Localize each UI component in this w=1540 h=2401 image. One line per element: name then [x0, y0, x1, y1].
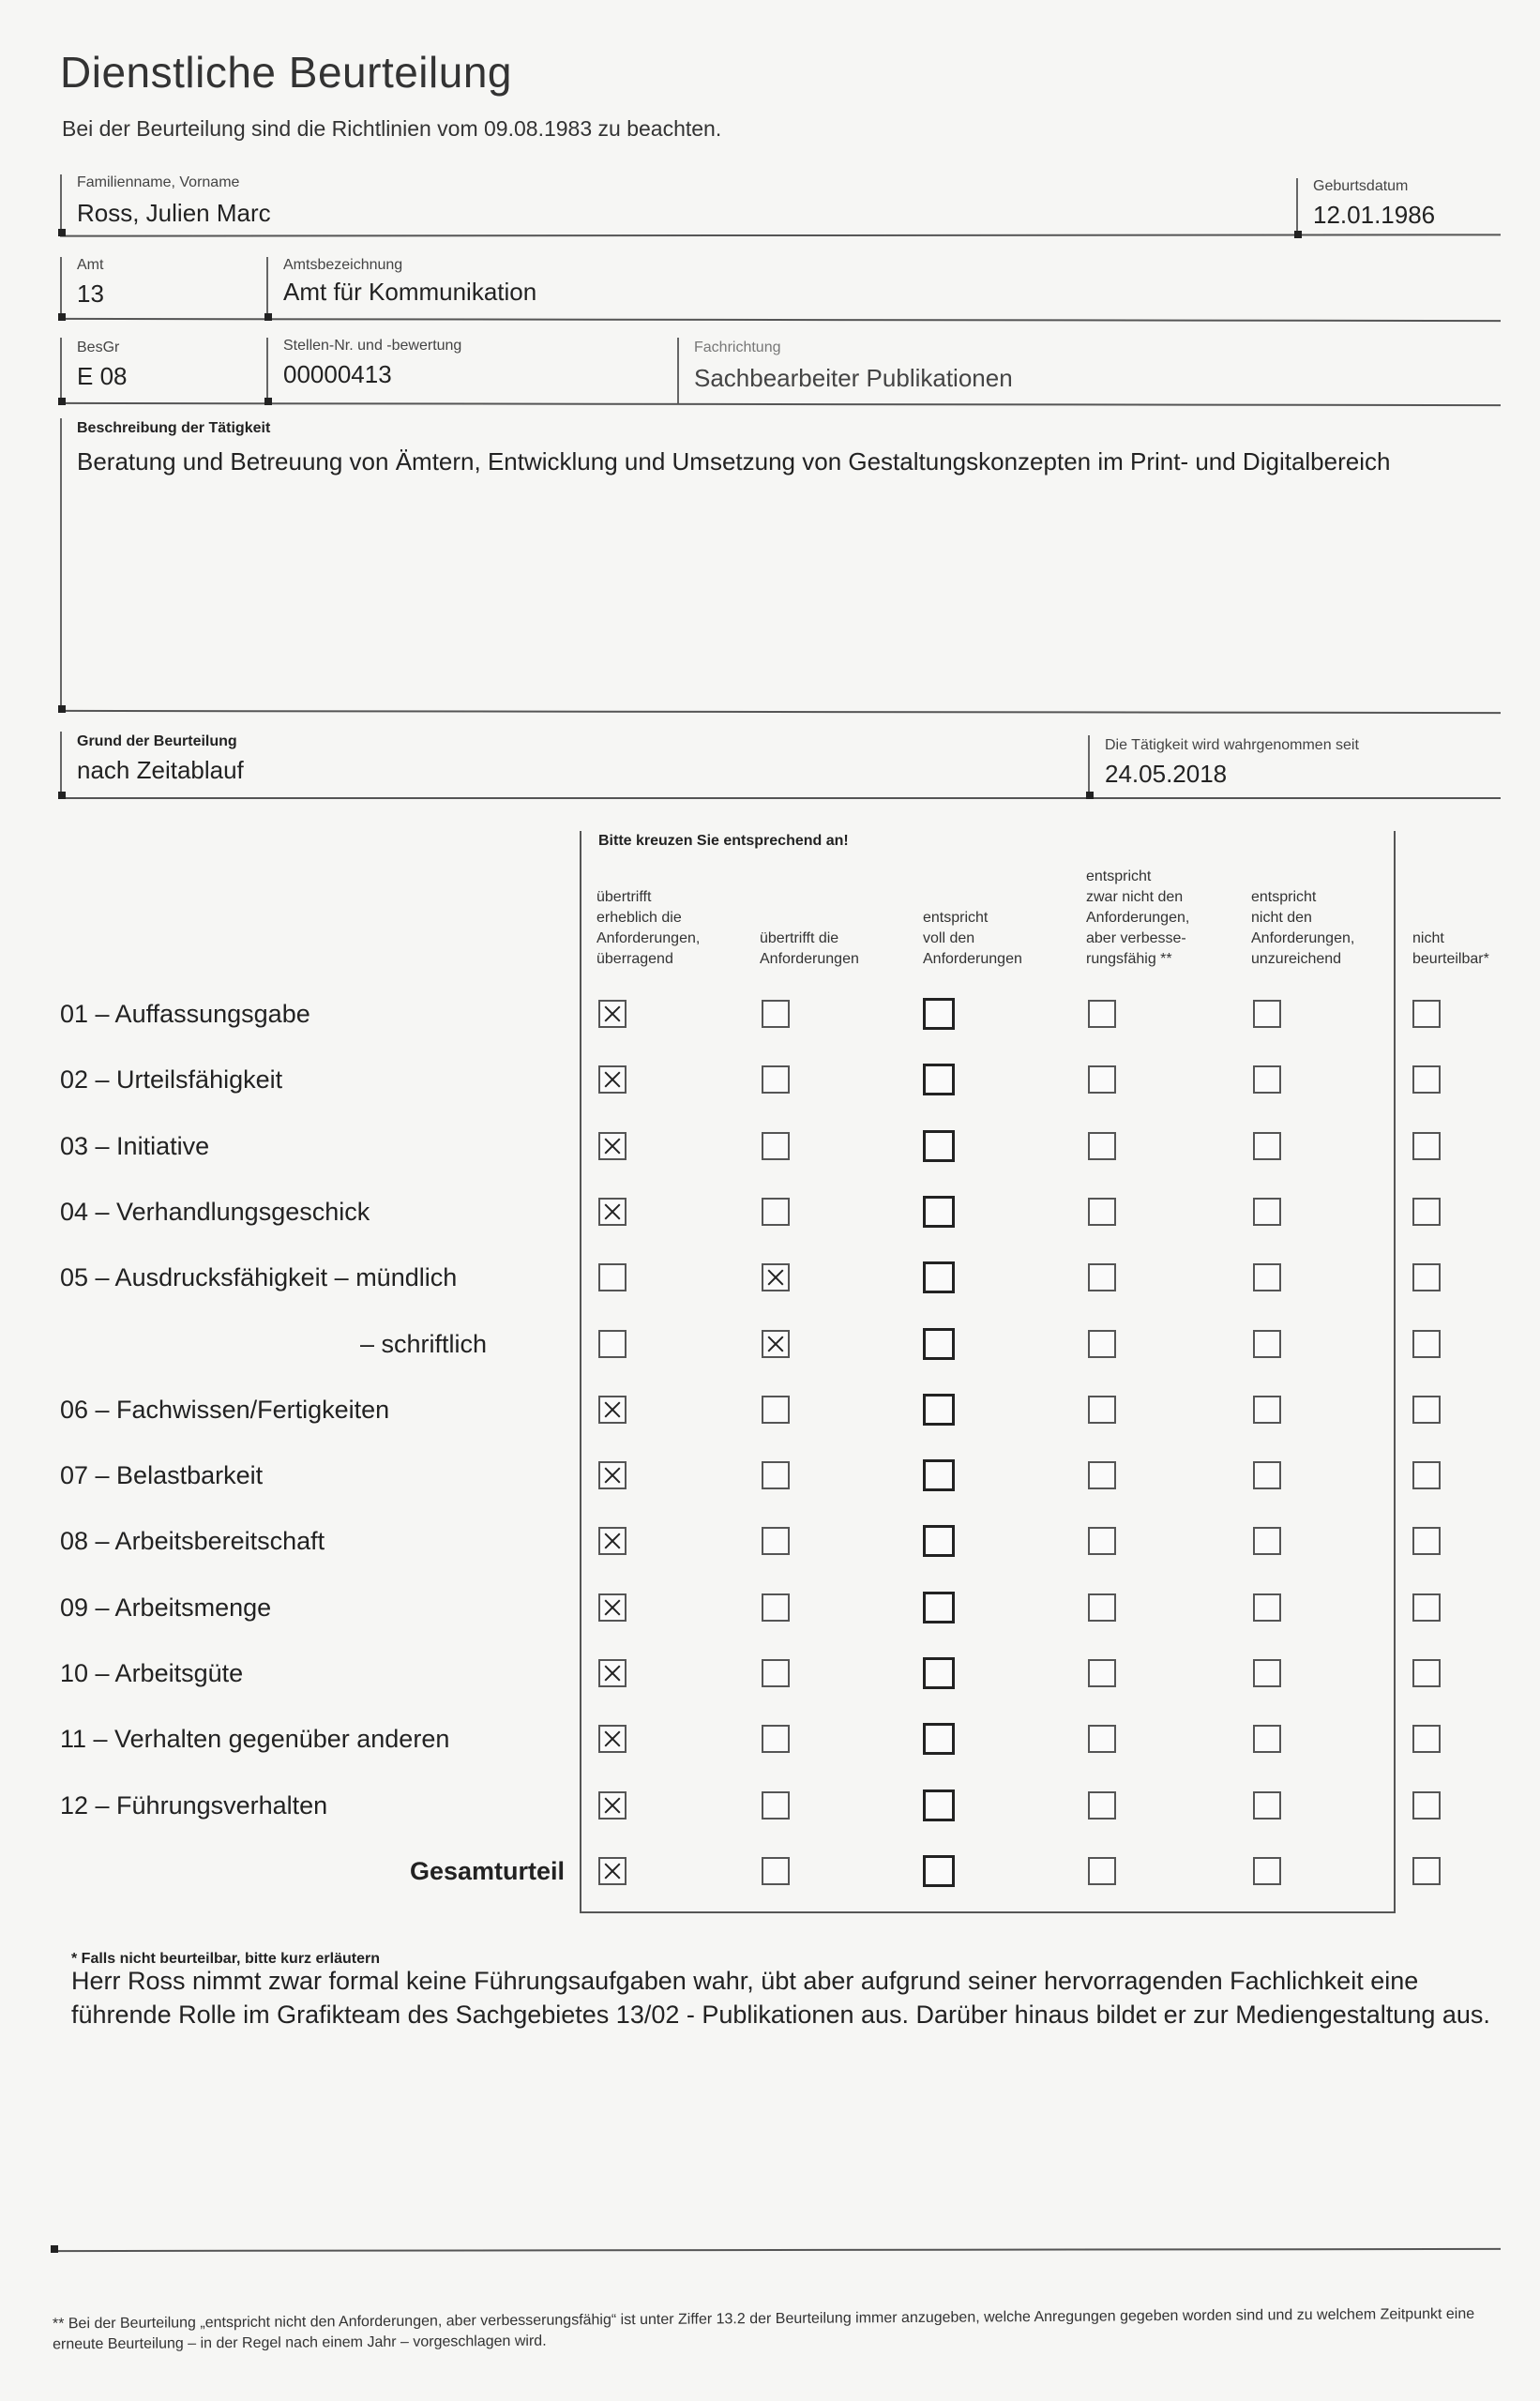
field-divider — [60, 338, 62, 401]
since-field[interactable]: 24.05.2018 — [1105, 760, 1228, 788]
rating-checkbox[interactable] — [1253, 1659, 1281, 1687]
rating-checkbox[interactable] — [1088, 1725, 1116, 1753]
rating-checkbox[interactable] — [1412, 1593, 1441, 1622]
rating-checkbox[interactable] — [1088, 1857, 1116, 1885]
rating-checkbox[interactable] — [1412, 1065, 1441, 1094]
field-underline — [60, 234, 1501, 236]
field-divider — [60, 732, 62, 795]
amt-field[interactable]: 13 — [77, 279, 104, 308]
rating-checkbox[interactable] — [1412, 1000, 1441, 1028]
amt-label: Amt — [77, 257, 104, 273]
page-subtitle: Bei der Beurteilung sind die Richtlinien vom 09.08.1983 zu beachten. — [62, 116, 722, 141]
rating-checkbox[interactable] — [762, 1791, 790, 1820]
birth-date-field[interactable]: 12.01.1986 — [1313, 201, 1436, 229]
rating-checkbox[interactable] — [923, 1855, 955, 1887]
office-title-field[interactable]: Amt für Kommunikation — [283, 278, 537, 306]
field-divider — [60, 418, 62, 711]
rating-checkbox[interactable] — [1088, 1593, 1116, 1622]
rating-checkbox[interactable] — [1253, 1461, 1281, 1489]
since-label: Die Tätigkeit wird wahrgenommen seit — [1105, 737, 1359, 753]
rating-checkbox[interactable] — [1253, 1725, 1281, 1753]
rating-checkbox[interactable] — [1253, 1198, 1281, 1226]
rating-checkbox[interactable] — [1253, 1000, 1281, 1028]
rating-row-label: 05 – Ausdrucksfähigkeit – mündlich — [60, 1263, 458, 1291]
rating-checkbox[interactable] — [1412, 1330, 1441, 1358]
rating-checkbox[interactable] — [598, 1000, 627, 1028]
field-divider — [60, 174, 62, 234]
rating-checkbox[interactable] — [762, 1065, 790, 1094]
rating-checkbox[interactable] — [923, 1328, 955, 1360]
rating-column-header: nicht beurteilbar* — [1412, 930, 1489, 967]
rating-row-label: 10 – Arbeitsgüte — [60, 1659, 244, 1687]
rating-checkbox[interactable] — [1412, 1659, 1441, 1687]
rating-row-label: – schriftlich — [360, 1330, 488, 1358]
position-number-field[interactable]: 00000413 — [283, 360, 392, 388]
rating-checkbox[interactable] — [762, 1725, 790, 1753]
field-marker — [58, 792, 66, 799]
rating-checkbox[interactable] — [1412, 1791, 1441, 1820]
rating-checkbox[interactable] — [923, 1196, 955, 1228]
rating-row-label: Gesamturteil — [409, 1857, 565, 1885]
rating-table-divider — [1394, 831, 1396, 1913]
rating-checkbox[interactable] — [1088, 1263, 1116, 1291]
rating-checkbox[interactable] — [1412, 1263, 1441, 1291]
rating-checkbox[interactable] — [1088, 1461, 1116, 1489]
field-marker — [58, 398, 66, 405]
rating-row-label: 03 – Initiative — [60, 1132, 210, 1160]
description-label: Beschreibung der Tätigkeit — [77, 420, 271, 436]
rating-checkbox[interactable] — [762, 1857, 790, 1885]
footnote: ** Bei der Beurteilung „entspricht nicht den Anforderungen, aber verbesserungsfähig“ ist unter Ziffer 13.2 der Beurteilung immer anzugeben, welche Anregungen gegeben worden sind und zu welchem Zeitpunkt eine erneute Beurteilung – in der Regel nach einem Jahr – vorgeschlagen wird. — [52, 2305, 1475, 2353]
field-divider — [677, 338, 679, 403]
name-label: Familienname, Vorname — [77, 174, 240, 190]
field-marker — [58, 229, 66, 236]
rating-checkbox[interactable] — [1253, 1593, 1281, 1622]
note-label: * Falls nicht beurteilbar, bitte kurz erläutern — [71, 1951, 380, 1967]
rating-checkbox[interactable] — [1088, 1396, 1116, 1424]
rating-checkbox[interactable] — [1253, 1857, 1281, 1885]
rating-checkbox[interactable] — [923, 1789, 955, 1821]
field-divider — [60, 257, 62, 319]
rating-checkbox[interactable] — [923, 1261, 955, 1293]
field-marker — [58, 705, 66, 713]
rating-checkbox[interactable] — [1253, 1396, 1281, 1424]
rating-checkbox[interactable] — [1412, 1132, 1441, 1160]
name-field[interactable]: Ross, Julien Marc — [77, 199, 271, 227]
rating-checkbox[interactable] — [762, 1593, 790, 1622]
rating-column-header: entspricht nicht den Anforderungen, unzureichend — [1251, 889, 1355, 967]
rating-checkbox[interactable] — [923, 998, 955, 1030]
rating-checkbox[interactable] — [598, 1659, 627, 1687]
rating-checkbox[interactable] — [1412, 1725, 1441, 1753]
rating-checkbox[interactable] — [1412, 1857, 1441, 1885]
rating-checkbox[interactable] — [1412, 1527, 1441, 1555]
rating-checkbox[interactable] — [1253, 1527, 1281, 1555]
rating-checkbox[interactable] — [762, 1000, 790, 1028]
rating-checkbox[interactable] — [1088, 1659, 1116, 1687]
birth-date-label: Geburtsdatum — [1313, 178, 1409, 194]
rating-row-label: 07 – Belastbarkeit — [60, 1461, 264, 1489]
rating-checkbox[interactable] — [598, 1065, 627, 1094]
rating-checkbox[interactable] — [1088, 1527, 1116, 1555]
rating-checkbox[interactable] — [1088, 1000, 1116, 1028]
rating-checkbox[interactable] — [598, 1857, 627, 1885]
rating-instruction: Bitte kreuzen Sie entsprechend an! — [598, 833, 849, 849]
rating-checkbox[interactable] — [598, 1263, 627, 1291]
rating-checkbox[interactable] — [923, 1723, 955, 1755]
rating-checkbox[interactable] — [923, 1525, 955, 1557]
rating-column-header: entspricht voll den Anforderungen — [923, 910, 1022, 967]
rating-checkbox[interactable] — [1253, 1065, 1281, 1094]
rating-checkbox[interactable] — [762, 1132, 790, 1160]
reason-field[interactable]: nach Zeitablauf — [77, 756, 244, 784]
rating-checkbox[interactable] — [1253, 1132, 1281, 1160]
rating-checkbox[interactable] — [923, 1657, 955, 1689]
page-title: Dienstliche Beurteilung — [60, 48, 512, 97]
rating-checkbox[interactable] — [923, 1130, 955, 1162]
rating-checkbox[interactable] — [1088, 1330, 1116, 1358]
rating-checkbox[interactable] — [598, 1791, 627, 1820]
rating-row-label: 11 – Verhalten gegenüber anderen — [60, 1725, 450, 1753]
specialization-label: Fachrichtung — [694, 340, 781, 355]
field-marker — [264, 398, 272, 405]
note-field[interactable]: Herr Ross nimmt zwar formal keine Führungsaufgaben wahr, übt aber aufgrund seiner hervorragenden Fachlichkeit eine führende Rolle im Grafikteam des Sachgebietes 13/02 - Publikationen aus. Darüber hinaus bildet er zur Mediengestaltung aus. — [71, 1967, 1490, 2029]
rating-checkbox[interactable] — [1253, 1330, 1281, 1358]
rating-row-label: 04 – Verhandlungsgeschick — [60, 1198, 370, 1226]
rating-checkbox[interactable] — [1412, 1198, 1441, 1226]
rating-row-label: 06 – Fachwissen/Fertigkeiten — [60, 1396, 390, 1424]
rating-column-header: übertrifft erheblich die Anforderungen, überragend — [596, 889, 701, 967]
field-marker — [1086, 792, 1094, 799]
reason-label: Grund der Beurteilung — [77, 733, 237, 749]
rating-checkbox[interactable] — [923, 1459, 955, 1491]
rating-checkbox[interactable] — [1253, 1791, 1281, 1820]
rating-checkbox[interactable] — [1088, 1791, 1116, 1820]
rating-checkbox[interactable] — [1412, 1461, 1441, 1489]
rating-checkbox[interactable] — [1088, 1198, 1116, 1226]
field-divider — [1296, 178, 1298, 236]
rating-checkbox[interactable] — [1253, 1263, 1281, 1291]
field-underline — [60, 318, 1501, 322]
rating-checkbox[interactable] — [762, 1198, 790, 1226]
office-title-label: Amtsbezeichnung — [283, 257, 403, 273]
rating-checkbox[interactable] — [598, 1461, 627, 1489]
field-underline — [60, 797, 1501, 799]
rating-checkbox[interactable] — [598, 1198, 627, 1226]
field-divider — [1088, 735, 1090, 797]
specialization-field[interactable]: Sachbearbeiter Publikationen — [694, 364, 1013, 392]
field-underline — [53, 2248, 1501, 2252]
field-underline — [60, 710, 1501, 714]
rating-row-label: 01 – Auffassungsgabe — [60, 1000, 310, 1028]
rating-checkbox[interactable] — [923, 1064, 955, 1095]
besgr-label: BesGr — [77, 340, 120, 355]
rating-checkbox[interactable] — [762, 1461, 790, 1489]
rating-checkbox[interactable] — [598, 1396, 627, 1424]
position-number-label: Stellen-Nr. und -bewertung — [283, 338, 462, 354]
rating-checkbox[interactable] — [923, 1394, 955, 1426]
rating-row-label: 09 – Arbeitsmenge — [60, 1593, 272, 1622]
rating-row-label: 02 – Urteilsfähigkeit — [60, 1065, 283, 1094]
rating-checkbox[interactable] — [1088, 1065, 1116, 1094]
field-underline — [60, 402, 1501, 406]
field-marker — [58, 313, 66, 321]
rating-column-header: entspricht zwar nicht den Anforderungen, aber verbesse- rungsfähig ** — [1086, 868, 1190, 967]
field-marker — [264, 313, 272, 321]
rating-checkbox[interactable] — [923, 1592, 955, 1623]
rating-row-label: 12 – Führungsverhalten — [60, 1791, 328, 1820]
rating-column-header: übertrifft die Anforderungen — [760, 930, 859, 967]
rating-checkbox[interactable] — [762, 1396, 790, 1424]
rating-checkbox[interactable] — [598, 1725, 627, 1753]
field-marker — [1294, 231, 1302, 238]
rating-checkbox[interactable] — [762, 1263, 790, 1291]
rating-checkbox[interactable] — [762, 1527, 790, 1555]
field-divider — [266, 338, 268, 401]
rating-checkbox[interactable] — [598, 1593, 627, 1622]
besgr-field[interactable]: E 08 — [77, 362, 128, 390]
rating-checkbox[interactable] — [762, 1659, 790, 1687]
field-divider — [266, 257, 268, 319]
rating-checkbox[interactable] — [1412, 1396, 1441, 1424]
field-marker — [51, 2245, 58, 2253]
rating-checkbox[interactable] — [598, 1132, 627, 1160]
rating-checkbox[interactable] — [1088, 1132, 1116, 1160]
rating-row-label: 08 – Arbeitsbereitschaft — [60, 1527, 325, 1555]
description-field[interactable]: Beratung und Betreuung von Ämtern, Entwicklung und Umsetzung von Gestaltungskonzepten im Print- und Digitalbereich — [77, 447, 1391, 476]
rating-checkbox[interactable] — [762, 1330, 790, 1358]
rating-checkbox[interactable] — [598, 1527, 627, 1555]
rating-checkbox[interactable] — [598, 1330, 627, 1358]
